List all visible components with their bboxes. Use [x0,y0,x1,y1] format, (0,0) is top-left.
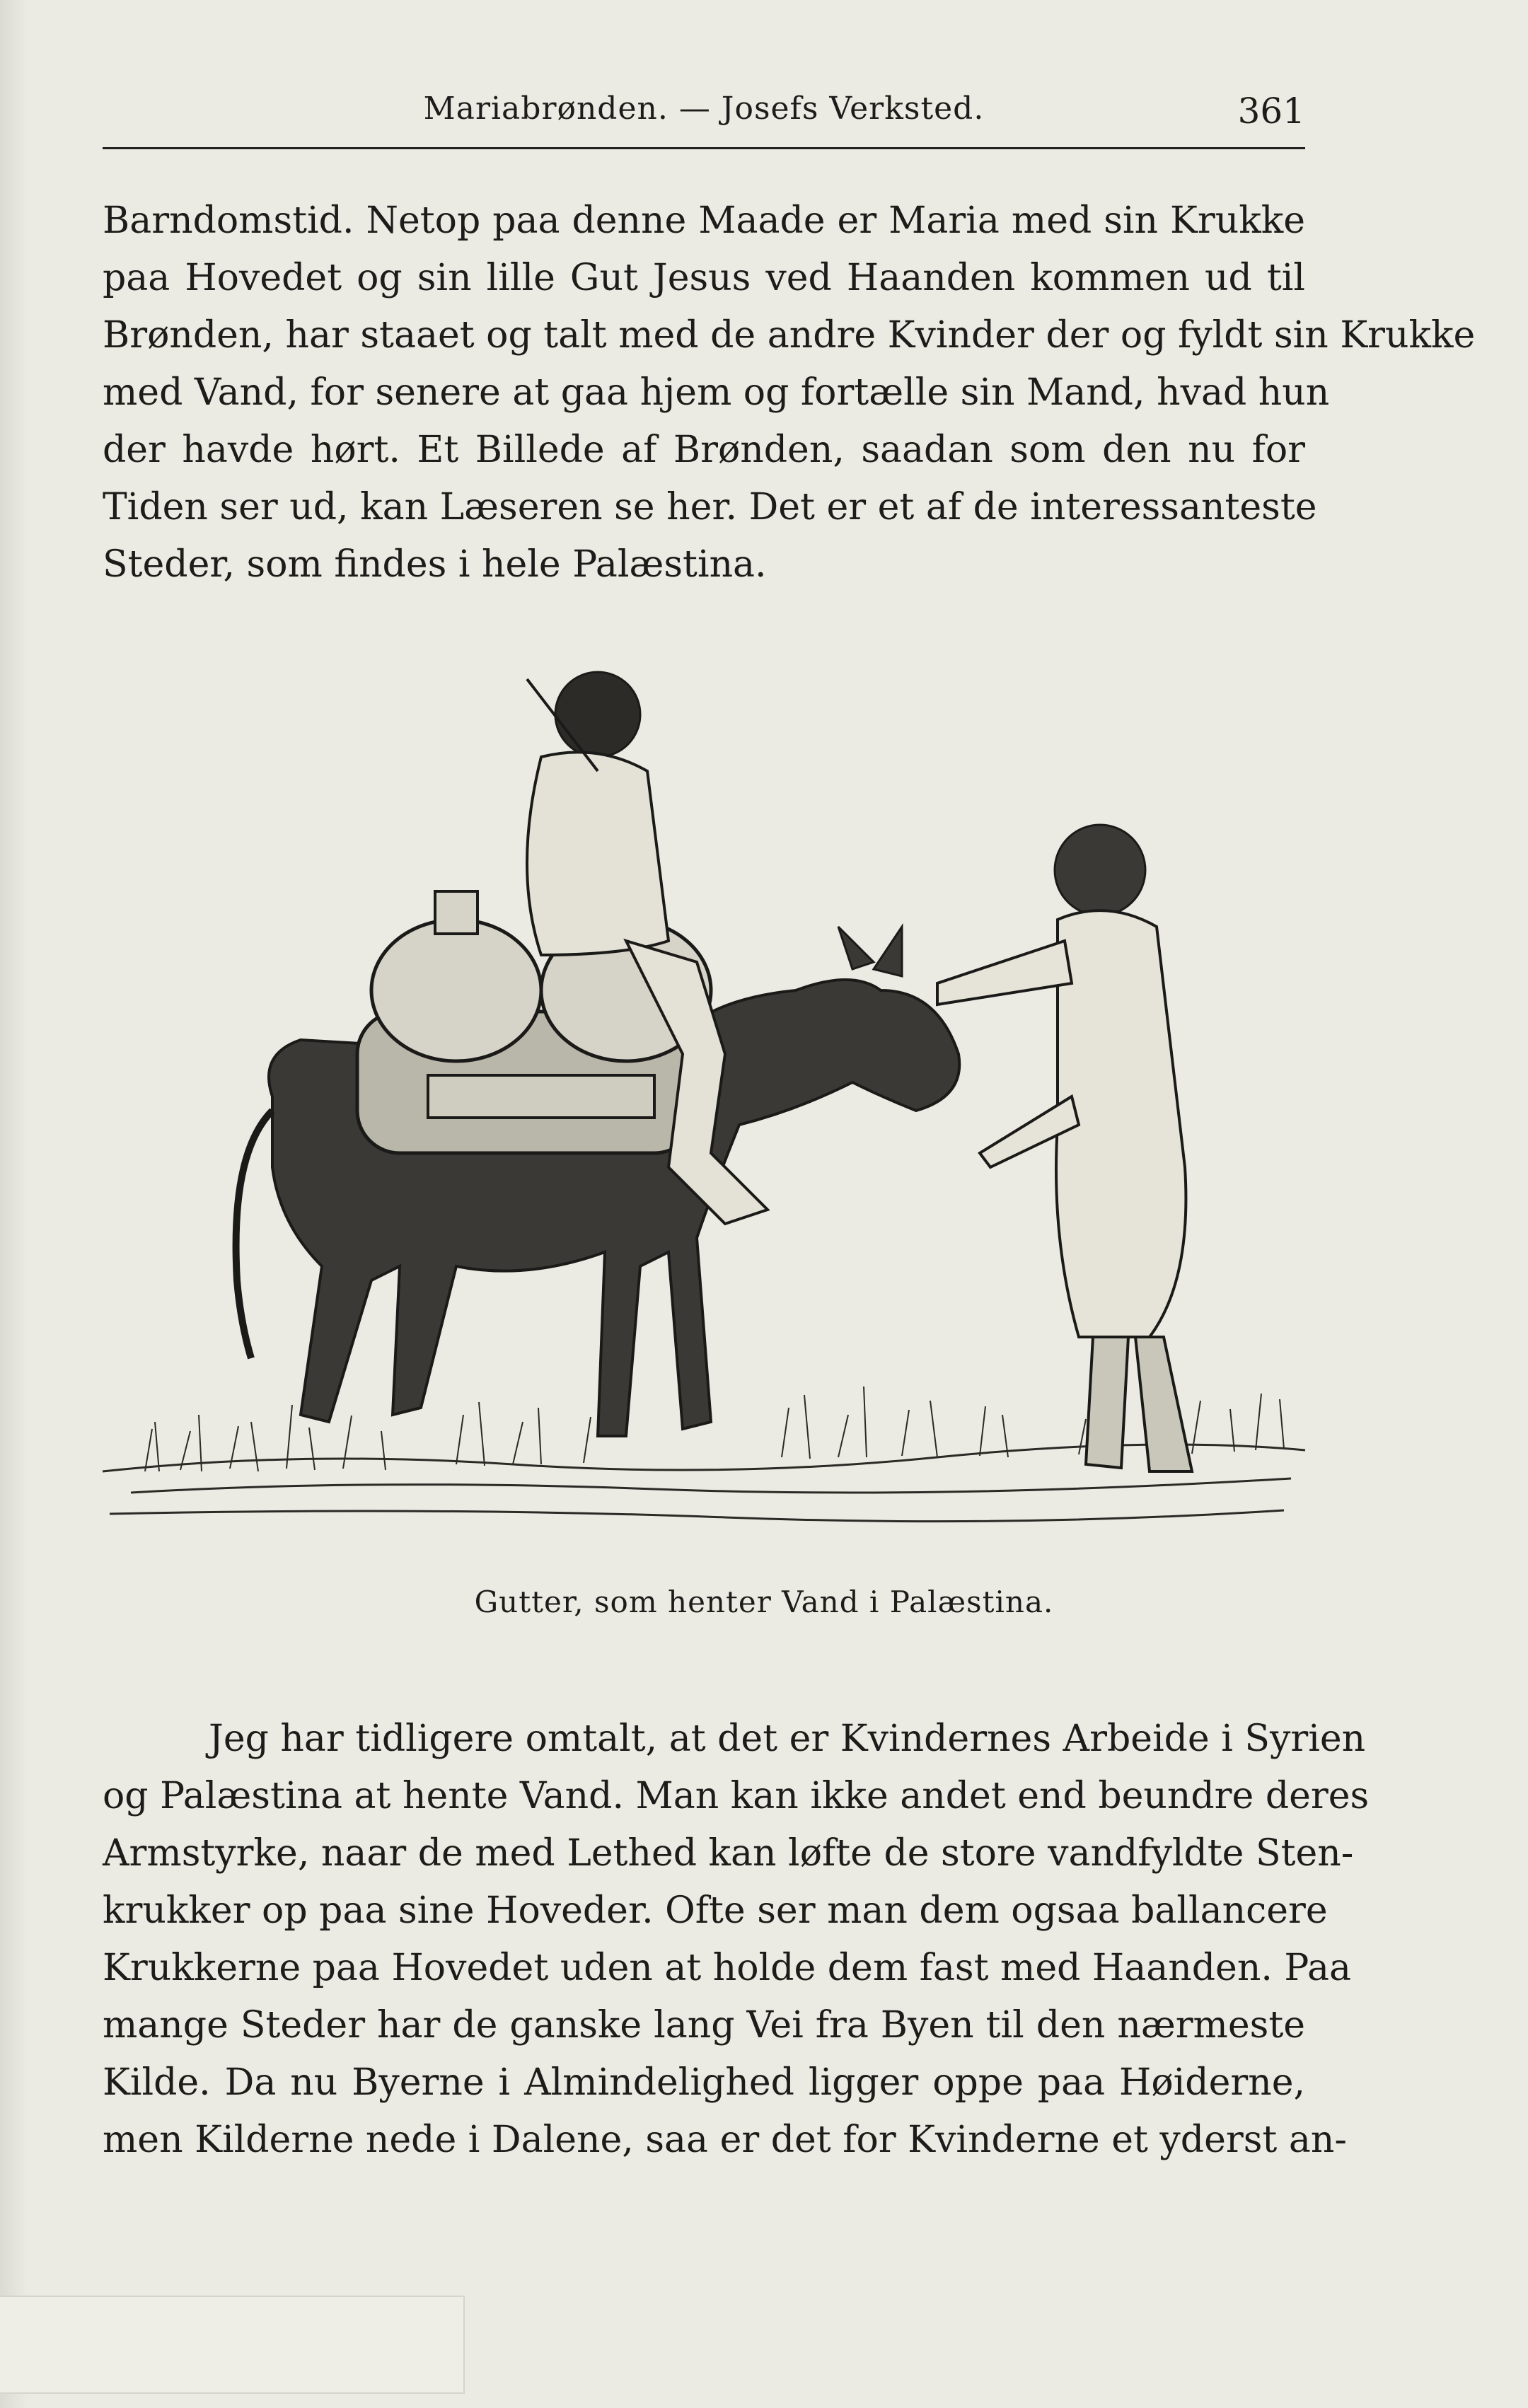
text-line: med Vand, for senere at gaa hjem og fortælle sin Mand, hvad hun [103,371,1330,414]
text-line: og Palæstina at hente Vand. Man kan ikke andet end beundre deres [103,1775,1370,1817]
text-line: Jeg har tidligere omtalt, at det er Kvindernes Arbeide i Syrien [209,1718,1366,1760]
text-line: Kilde. Da nu Byerne i Almindelighed ligger oppe paa Høiderne, [103,2061,1305,2104]
running-title: Mariabrønden. — Josefs Verksted. [423,91,985,127]
header-rule [103,147,1305,149]
text-line: Krukkerne paa Hovedet uden at holde dem fast med Haanden. Paa [103,1947,1352,1989]
text-line: men Kilderne nede i Dalene, saa er det for Kvinderne et yderst an- [103,2119,1347,2161]
text-line: Tiden ser ud, kan Læseren se her. Det er et af de interessanteste [103,486,1317,528]
figure-caption: Gutter, som henter Vand i Palæstina. [474,1585,1054,1619]
engraving-illustration [88,658,1319,1563]
page-gutter-shadow [0,0,28,2408]
text-line: mange Steder har de ganske lang Vei fra Byen til den nærmeste [103,2004,1305,2047]
library-label-area [0,2296,465,2394]
page-number: 361 [1237,91,1305,132]
paragraph-1 [103,192,1476,594]
text-line: Barndomstid. Netop paa denne Maade er Maria med sin Krukke [103,199,1305,242]
boys-donkey-water-jars-engraving [88,658,1319,1563]
page-header [103,91,1305,140]
paragraph-2 [103,1711,1370,2169]
text-line: der havde hørt. Et Billede af Brønden, saadan som den nu for [103,429,1305,471]
text-line: paa Hovedet og sin lille Gut Jesus ved Haanden kommen ud til [103,257,1305,299]
text-line: Armstyrke, naar de med Lethed kan løfte de store vandfyldte Sten- [103,1832,1354,1875]
text-line: Steder, som findes i hele Palæstina. [103,543,767,586]
text-line: krukker op paa sine Hoveder. Ofte ser man dem ogsaa ballancere [103,1889,1328,1932]
text-line: Brønden, har staaet og talt med de andre Kvinder der og fyldt sin Krukke [103,314,1476,357]
